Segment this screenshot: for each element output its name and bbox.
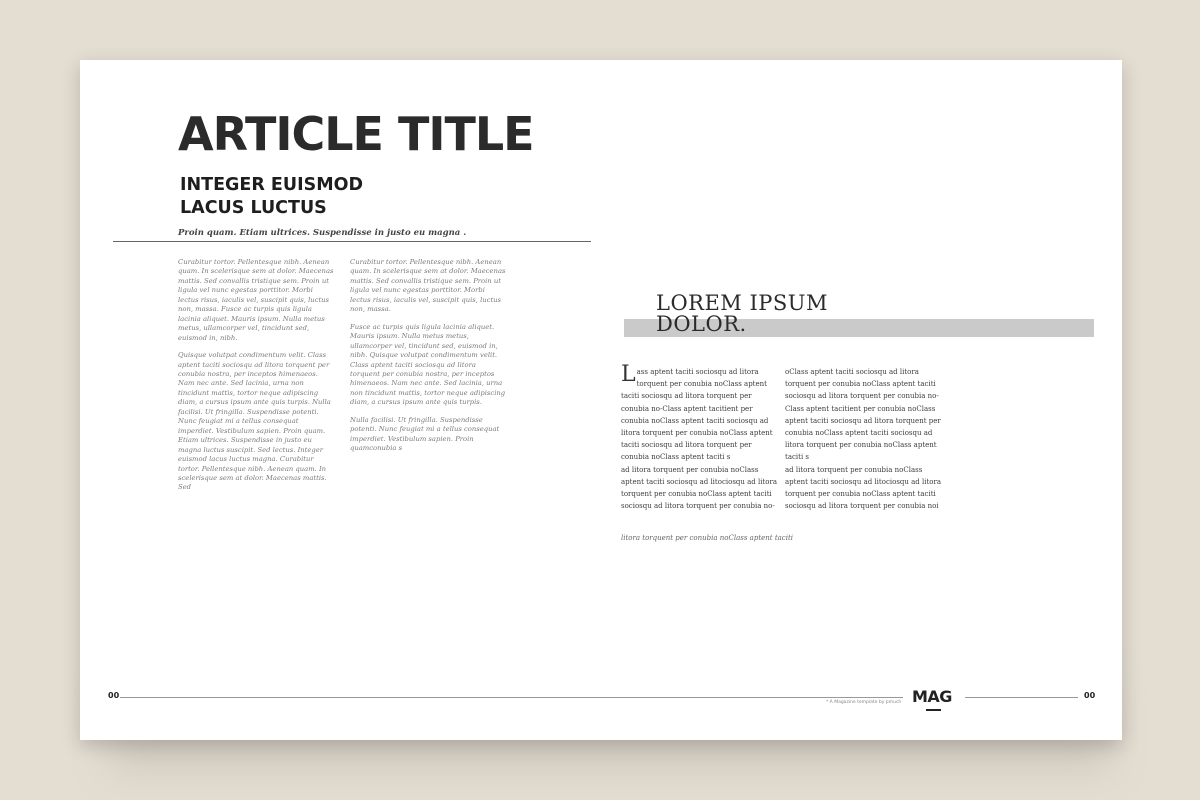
paragraph: Nulla facilisi. Ut fringilla. Suspendisse potenti. Nunc feugiat mi a tellus consequat imperdiet. Vestibulum sapien. Proin quamconubia s — [350, 415, 500, 453]
subtitle-line-2: LACUS LUCTUS — [180, 198, 327, 218]
paragraph: Curabitur tortor. Pellentesque nibh. Aenean quam. In scelerisque sem at dolor. Maecenas mattis. Sed convallis tristique sem. Proin ut ligula vel nunc egestas porttitor. Morbi lectus risus, iaculis vel, suscipit quis, luctus non, massa. — [350, 258, 506, 314]
article-title: ARTICLE TITLE — [178, 107, 534, 161]
footer-rule-right — [965, 697, 1078, 698]
left-body-column-1 — [178, 258, 334, 501]
paragraph: ad litora torquent per conubia noClass aptent taciti sociosqu ad litociosqu ad litora torquent per conubia noClass aptent taciti sociosqu ad litora torquent per conubia noi — [785, 465, 942, 511]
section-heading — [656, 293, 828, 335]
article-subtitle — [180, 174, 363, 220]
article-lede: Proin quam. Etiam ultrices. Suspendisse in justo eu magna . — [178, 228, 467, 238]
paragraph: oClass aptent taciti sociosqu ad litora torquent per conubia noClass aptent taciti sociosqu ad litora torquent per conubia no-Class aptent tacitient per conubia noClass aptent taciti sociosqu ad litora torquent per conubia noClass aptent taciti sociosqu ad litora torquent per conubia noClass aptent taciti s — [785, 368, 941, 462]
page-number-left: 00 — [108, 691, 120, 700]
footer-rule-left — [120, 697, 903, 698]
heading-line-1: LOREM IPSUM — [656, 291, 828, 315]
left-body-column-2 — [350, 258, 506, 462]
template-credit: * A Magazine template by pmuch — [826, 700, 902, 705]
paragraph-text: ass aptent taciti sociosqu ad litora torquent per conubia noClass aptent taciti sociosqu ad litora torquent per conubia no-Class aptent tacitient per conubia noClass aptent taciti sociosqu ad litora torquent per conubia noClass aptent taciti sociosqu ad litora torquent per conubia noClass aptent taciti s — [621, 368, 773, 462]
drop-cap: L — [621, 362, 636, 387]
paragraph: Curabitur tortor. Pellentesque nibh. Aenean quam. In scelerisque sem at dolor. Maecenas mattis. Sed convallis tristique sem. Proin ut ligula vel nunc egestas porttitor. Morbi lectus risus, iaculis vel, suscipit quis, luctus non, massa. Fusce ac turpis quis ligula lacinia aliquet. Mauris ipsum. Nulla metus metus, ullamcorper vel, tincidunt sed, euismod in, nibh. — [178, 258, 334, 342]
paragraph: Fusce ac turpis quis ligula lacinia aliquet. Mauris ipsum. Nulla metus metus, ullamcorper vel, tincidunt sed, euismod in, nibh. Quisque volutpat condimentum velit. Class aptent taciti sociosqu ad litora torquent per conubia nostra, per inceptos himenaeos. Nam nec ante. Sed lacinia, urna non tincidunt mattis, tortor neque adipiscing diam, a cursus ipsum ante quis turpis. — [350, 322, 506, 407]
magazine-spread — [80, 60, 1122, 740]
brand-underline — [926, 709, 941, 711]
paragraph: Quisque volutpat condimentum velit. Class aptent taciti sociosqu ad litora torquent per conubia nostra, per inceptos himenaeos. Nam nec ante. Sed lacinia, urna non tincidunt mattis, tortor neque adipiscing diam, a cursus ipsum ante quis turpis. Nulla facilisi. Ut fringilla. Suspendisse potenti. Nunc feugiat mi a tellus consequat imperdiet. Vestibulum sapien. Proin quam. Etiam ultrices. Suspendisse in justo eu magna luctus suscipit. Sed lectus. Integer euismod lacus luctus magna. Curabitur tortor. Pellentesque nibh. Aenean quam. In scelerisque sem at dolor. Maecenas mattis. Sed — [178, 351, 331, 492]
subtitle-line-1: INTEGER EUISMOD — [180, 175, 364, 195]
paragraph: ad litora torquent per conubia noClass aptent taciti sociosqu ad litociosqu ad litora torquent per conubia noClass aptent taciti sociosqu ad litora torquent per conubia no- — [621, 465, 778, 511]
paragraph — [621, 362, 779, 464]
right-body-column-2 — [785, 366, 943, 512]
heading-line-2: DOLOR. — [656, 312, 747, 336]
page-number-right: 00 — [1084, 691, 1096, 700]
brand-logo: MAG — [912, 687, 952, 706]
right-body-column-1 — [621, 362, 779, 512]
image-caption: litora torquent per conubia noClass aptent taciti — [621, 534, 794, 542]
title-divider — [113, 241, 591, 242]
